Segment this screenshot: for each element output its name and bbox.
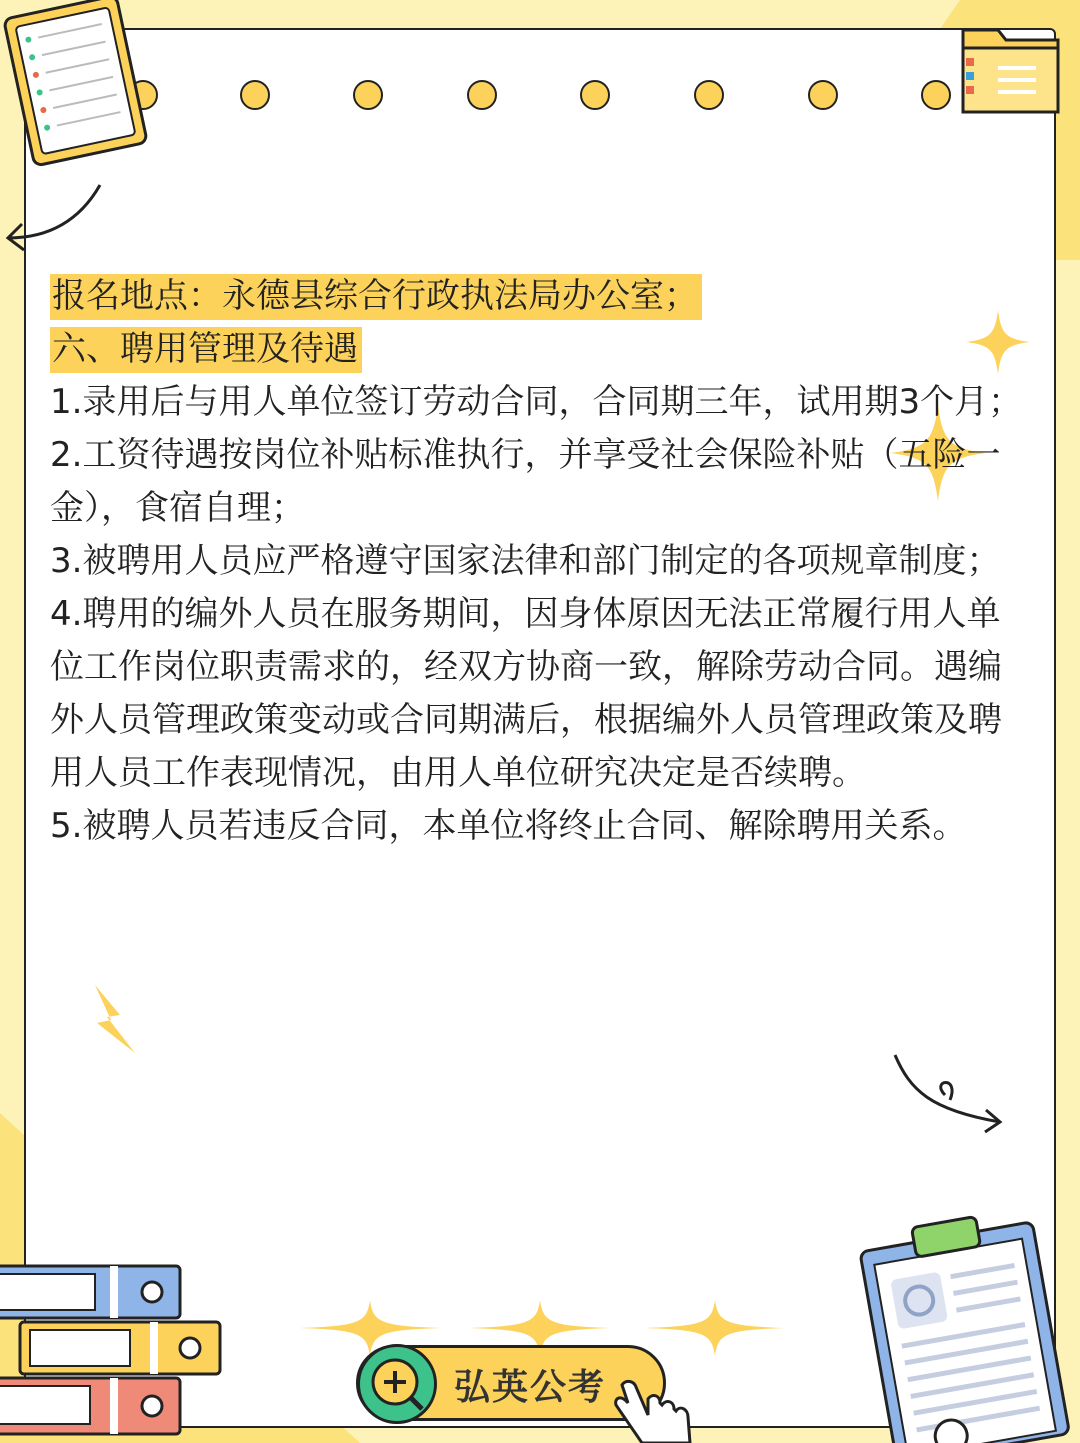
arrow-doodle-icon bbox=[890, 1050, 1010, 1140]
brand-name: 弘英公考 bbox=[454, 1367, 607, 1408]
folder-icon bbox=[958, 20, 1064, 120]
binder-dot bbox=[353, 80, 383, 110]
clipboard-icon bbox=[0, 0, 170, 180]
binder-dot bbox=[240, 80, 270, 110]
document-clipboard-icon bbox=[855, 1210, 1075, 1443]
location-line: 报名地点：永德县综合行政执法局办公室； bbox=[50, 274, 702, 320]
binder-dot bbox=[580, 80, 610, 110]
arrow-doodle-icon bbox=[0, 180, 110, 260]
list-item: 5.被聘人员若违反合同，本单位将终止合同、解除聘用关系。 bbox=[50, 806, 967, 846]
search-plus-icon bbox=[357, 1344, 437, 1424]
list-item: 1.录用后与用人单位签订劳动合同，合同期三年，试用期3个月； bbox=[50, 382, 1023, 422]
books-icon bbox=[0, 1262, 225, 1438]
main-content bbox=[50, 270, 1025, 853]
binder-dot bbox=[921, 80, 951, 110]
sparkle-icon bbox=[645, 1300, 785, 1356]
list-item: 2.工资待遇按岗位补贴标准执行，并享受社会保险补贴（五险一金），食宿自理； bbox=[50, 435, 1001, 528]
binder-dot bbox=[694, 80, 724, 110]
list-item: 4.聘用的编外人员在服务期间，因身体原因无法正常履行用人单位工作岗位职责需求的，经双方协商一致，解除劳动合同。遇编外人员管理政策变动或合同期满后，根据编外人员管理政策及聘用人员工作表现情况，由用人单位研究决定是否续聘。 bbox=[50, 594, 1002, 793]
pointer-hand-icon bbox=[612, 1375, 698, 1443]
list-item: 3.被聘用人员应严格遵守国家法律和部门制定的各项规章制度； bbox=[50, 541, 1001, 581]
section-heading: 六、聘用管理及待遇 bbox=[50, 327, 362, 373]
binder-dot bbox=[808, 80, 838, 110]
binder-dot bbox=[467, 80, 497, 110]
lightning-icon bbox=[85, 985, 140, 1055]
